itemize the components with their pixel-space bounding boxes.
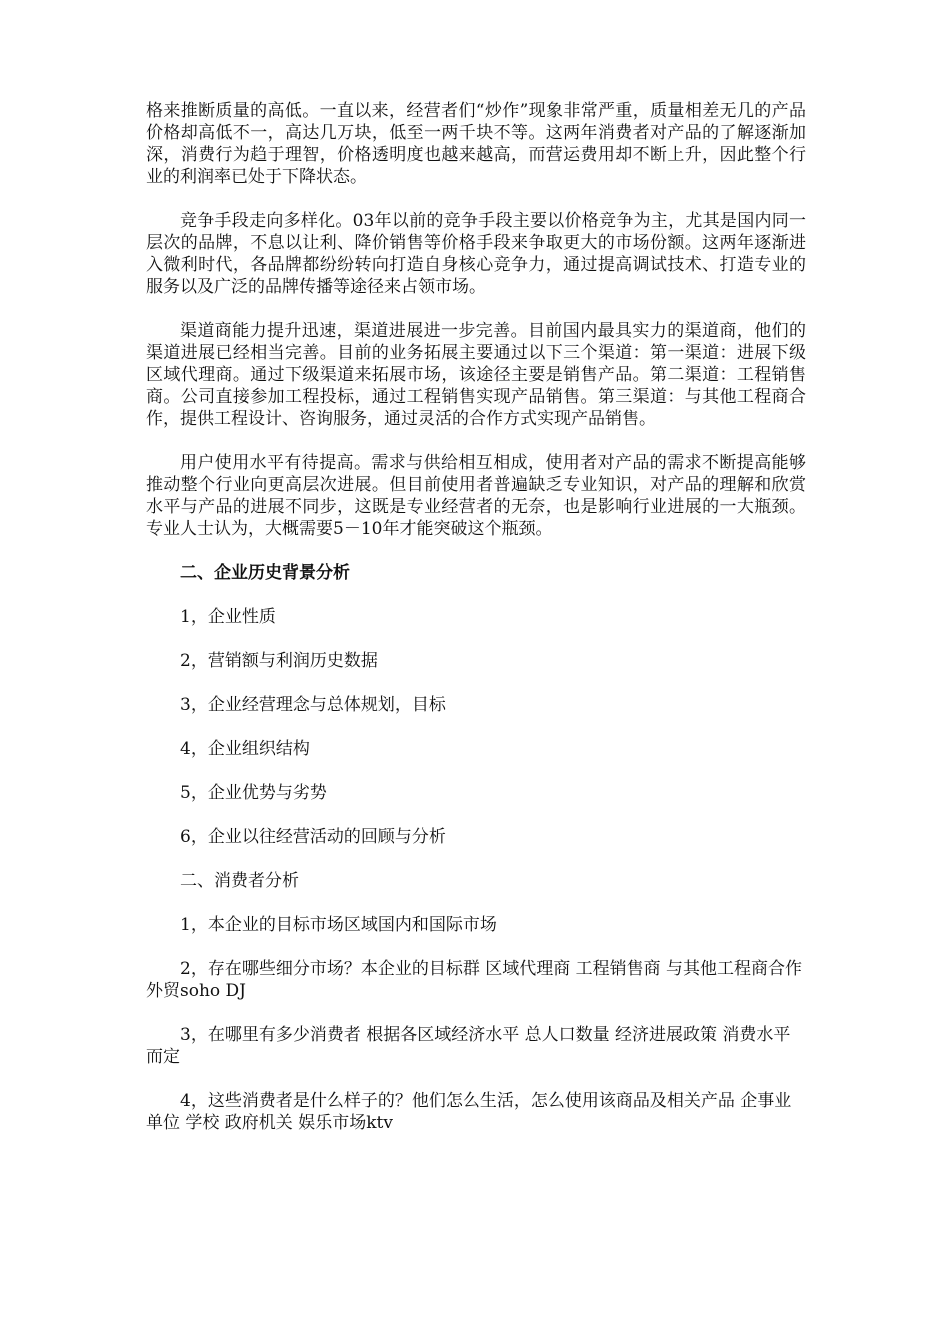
list-item: 1，本企业的目标市场区域国内和国际市场: [180, 915, 497, 935]
list-item: 3，企业经营理念与总体规划，目标: [180, 695, 446, 715]
list-item: 6，企业以往经营活动的回顾与分析: [180, 827, 446, 847]
list-item: 5，企业优势与劣势: [180, 783, 327, 803]
paragraph-price: 格来推断质量的高低。一直以来，经营者们“炒作”现象非常严重，质量相差无几的产品价格却高低不一，高达几万块，低至一两千块不等。这两年消费者对产品的了解逐渐加深，消费行为趋于理智，价格透明度也越来越高，而营运费用却不断上升，因此整个行业的利润率已处于下降状态。: [146, 101, 806, 187]
paragraph-channels: 渠道商能力提升迅速，渠道进展进一步完善。目前国内最具实力的渠道商，他们的渠道进展已经相当完善。目前的业务拓展主要通过以下三个渠道：第一渠道：进展下级区域代理商。通过下级渠道来拓展市场，该途径主要是销售产品。第二渠道：工程销售商。公司直接参加工程投标，通过工程销售实现产品销售。第三渠道：与其他工程商合作，提供工程设计、咨询服务，通过灵活的合作方式实现产品销售。: [146, 321, 806, 429]
paragraph-competition: 竞争手段走向多样化。03年以前的竞争手段主要以价格竞争为主，尤其是国内同一层次的品牌，不息以让利、降价销售等价格手段来争取更大的市场份额。这两年逐渐进入微利时代，各品牌都纷纷转向打造自身核心竞争力，通过提高调试技术、打造专业的服务以及广泛的品牌传播等途径来占领市场。: [146, 211, 806, 297]
list-item: 2，营销额与利润历史数据: [180, 651, 378, 671]
list-item: 4，企业组织结构: [180, 739, 310, 759]
list-item: 4，这些消费者是什么样子的？他们怎么生活，怎么使用该商品及相关产品 企事业单位 学校 政府机关 娱乐市场ktv: [146, 1091, 792, 1133]
list-item: 1，企业性质: [180, 607, 276, 627]
document-page: [146, 100, 806, 1156]
list-item: 2，存在哪些细分市场？本企业的目标群 区域代理商 工程销售商 与其他工程商合作 外贸soho DJ: [146, 959, 803, 1001]
section-heading-history: 二、企业历史背景分析: [180, 563, 350, 583]
paragraph-users: 用户使用水平有待提高。需求与供给相互相成，使用者对产品的需求不断提高能够推动整个行业向更高层次进展。但目前使用者普遍缺乏专业知识，对产品的理解和欣赏水平与产品的进展不同步，这既是专业经营者的无奈，也是影响行业进展的一大瓶颈。专业人士认为，大概需要5－10年才能突破这个瓶颈。: [146, 453, 806, 539]
section-heading-consumers: 二、消费者分析: [180, 871, 299, 891]
list-item: 3，在哪里有多少消费者 根据各区域经济水平 总人口数量 经济进展政策 消费水平而定: [146, 1025, 791, 1067]
